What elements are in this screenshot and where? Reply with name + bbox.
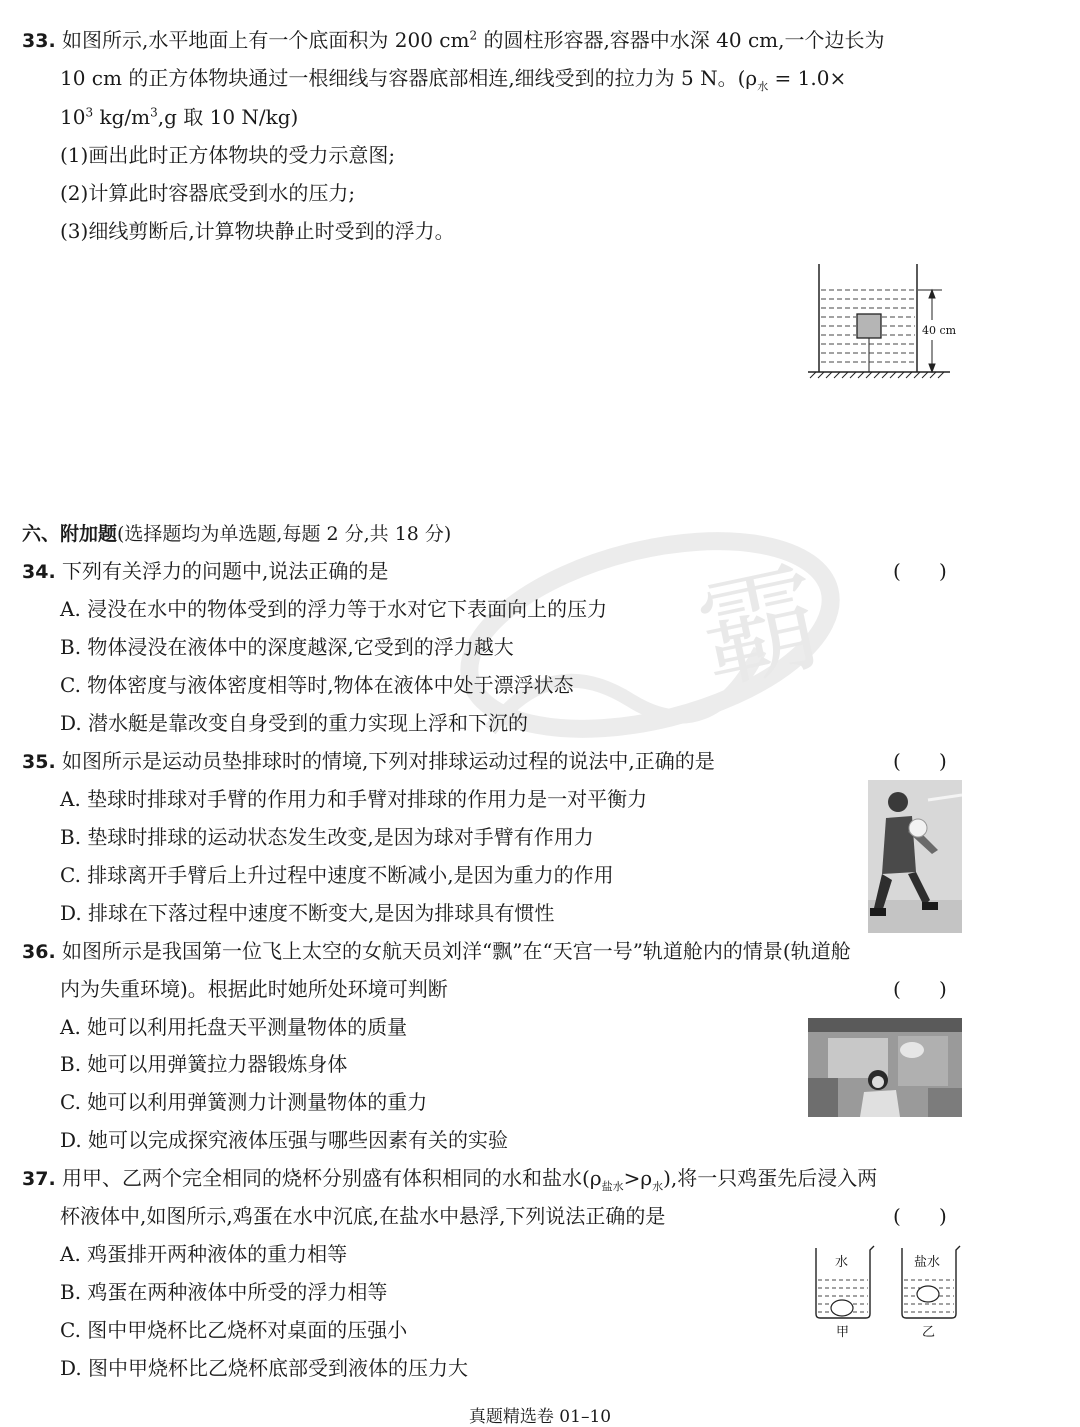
depth-label: 40 cm [922, 324, 957, 337]
page-footer: 真题精选卷 01–10 [468, 1407, 612, 1427]
beaker-left-name: 甲 [836, 1325, 850, 1340]
q34-option-b: B. 物体浸没在液体中的深度越深,它受到的浮力越大 [60, 635, 514, 659]
q35-stem: 35. 如图所示是运动员垫排球时的情境,下列对排球运动过程的说法中,正确的是 [22, 749, 715, 773]
volleyball-player-photo [868, 780, 962, 933]
q37-stem-line2: 杯液体中,如图所示,鸡蛋在水中沉底,在盐水中悬浮,下列说法正确的是 [60, 1204, 666, 1228]
svg-text:霸: 霸 [687, 547, 834, 709]
beaker-left-label: 水 [835, 1255, 849, 1270]
q33-line1: 33. 如图所示,水平地面上有一个底面积为 200 $cm^2$ 的圆柱形容器,容器中水深 40 cm,一个边长为 [22, 28, 885, 52]
q35-number: 35. [22, 751, 56, 773]
q36-stem-line2: 内为失重环境)。根据此时她所处环境可判断 [60, 977, 448, 1001]
beaker-right-name: 乙 [922, 1325, 936, 1340]
q33-line3: $10^3$ $kg/m^3,g$ 取 10 N/kg) [60, 105, 299, 129]
astronaut-cabin-photo [808, 1018, 962, 1117]
q34-option-c: C. 物体密度与液体密度相等时,物体在液体中处于漂浮状态 [60, 673, 574, 697]
q36-option-a: A. 她可以利用托盘天平测量物体的质量 [60, 1015, 408, 1039]
q35-option-a: A. 垫球时排球对手臂的作用力和手臂对排球的作用力是一对平衡力 [60, 787, 648, 811]
q36-stem-line1: 36. 如图所示是我国第一位飞上太空的女航天员刘洋“飘”在“天宫一号”轨道舱内的情景(轨道舱 [22, 939, 851, 963]
ground-hatch [810, 372, 944, 378]
q37-number: 37. [22, 1168, 56, 1190]
egg-left [831, 1300, 853, 1316]
q36-option-c: C. 她可以利用弹簧测力计测量物体的重力 [60, 1090, 428, 1114]
q37-option-a: A. 鸡蛋排开两种液体的重力相等 [60, 1242, 348, 1266]
beaker-right-label: 盐水 [914, 1255, 941, 1270]
q35-option-c: C. 排球离开手臂后上升过程中速度不断减小,是因为重力的作用 [60, 863, 614, 887]
q33-sub3: (3)细线剪断后,计算物块静止时受到的浮力。 [60, 219, 455, 243]
q37-option-d: D. 图中甲烧杯比乙烧杯底部受到液体的压力大 [60, 1356, 469, 1380]
q33-container-figure [800, 258, 975, 383]
q33-line2: 10 cm 的正方体物块通过一根细线与容器底部相连,细线受到的拉力为 5 N。($\rho_水 = 1.0\times$ [60, 66, 847, 93]
q33-sub2: (2)计算此时容器底受到水的压力; [60, 181, 356, 205]
q35-option-d: D. 排球在下落过程中速度不断变大,是因为排球具有惯性 [60, 901, 555, 925]
section-6-heading: 六、附加题(选择题均为单选题,每题 2 分,共 18 分) [22, 523, 452, 545]
q37-stem-line1: 37. 用甲、乙两个完全相同的烧杯分别盛有体积相同的水和盐水$(\rho_{盐水}>\rho_水)$,将一只鸡蛋先后浸入两 [22, 1166, 878, 1193]
cube-block [857, 314, 881, 338]
q34-option-a: A. 浸没在水中的物体受到的浮力等于水对它下表面向上的压力 [60, 597, 608, 621]
q34-answer-paren: ( ) [893, 559, 947, 583]
q37-option-b: B. 鸡蛋在两种液体中所受的浮力相等 [60, 1280, 388, 1304]
q36-option-d: D. 她可以完成探究液体压强与哪些因素有关的实验 [60, 1128, 509, 1152]
q37-beakers-figure [808, 1244, 968, 1344]
q37-option-c: C. 图中甲烧杯比乙烧杯对桌面的压强小 [60, 1318, 408, 1342]
egg-right [917, 1286, 939, 1302]
q34-number: 34. [22, 561, 56, 583]
q34-stem: 34. 下列有关浮力的问题中,说法正确的是 [22, 559, 389, 583]
q36-number: 36. [22, 941, 56, 963]
q37-answer-paren: ( ) [893, 1204, 947, 1228]
q36-answer-paren: ( ) [893, 977, 947, 1001]
q35-option-b: B. 垫球时排球的运动状态发生改变,是因为球对手臂有作用力 [60, 825, 594, 849]
q36-option-b: B. 她可以用弹簧拉力器锻炼身体 [60, 1052, 348, 1076]
q33-number: 33. [22, 30, 56, 52]
q34-option-d: D. 潜水艇是靠改变自身受到的重力实现上浮和下沉的 [60, 711, 529, 735]
q35-answer-paren: ( ) [893, 749, 947, 773]
q33-sub1: (1)画出此时正方体物块的受力示意图; [60, 143, 396, 167]
